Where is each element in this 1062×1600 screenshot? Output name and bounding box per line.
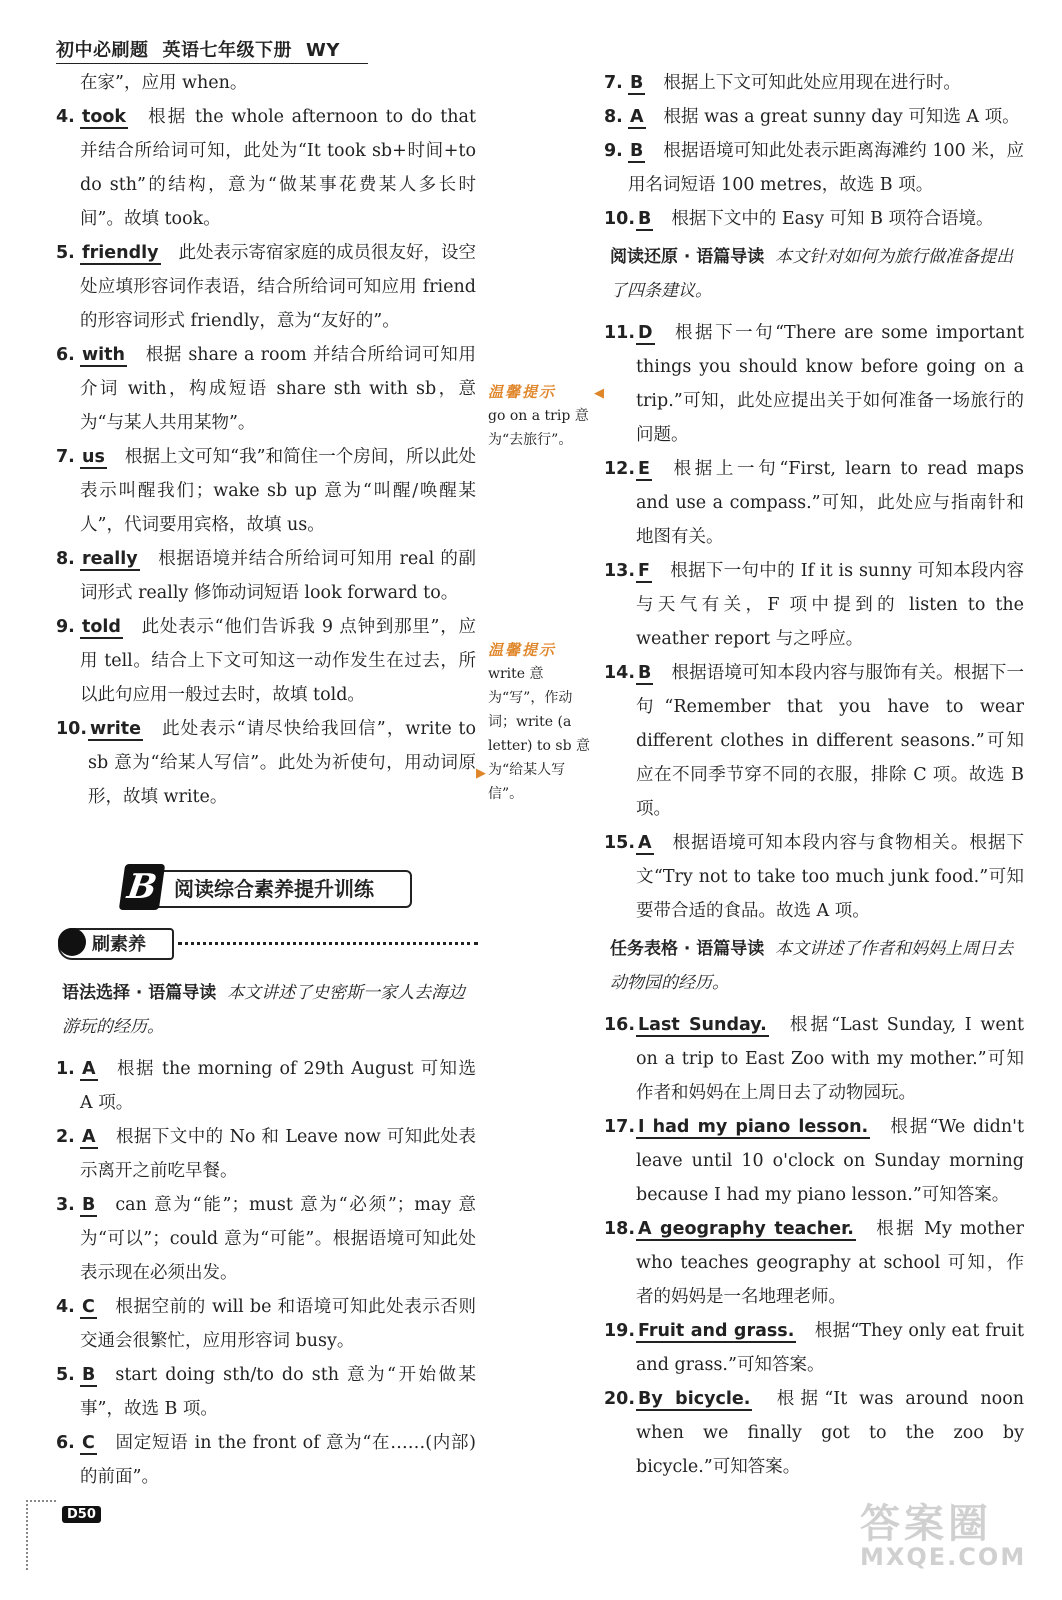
arrow-icon: ◀ xyxy=(594,386,604,401)
right-column xyxy=(604,66,1024,1484)
section-title: 阅读综合素养提升训练 xyxy=(174,877,374,901)
answer-list-3 xyxy=(604,66,1024,236)
section-banner xyxy=(124,867,412,908)
answer: B xyxy=(630,73,644,93)
list-item: 3. B can 意为“能”；must 意为“必须”；may 意为“可以”；could 意为“可能”。根据语境可知此处表示现在必须出发。 xyxy=(56,1195,476,1283)
answer: B xyxy=(638,209,652,229)
tip-box-2 xyxy=(488,638,596,806)
list-item: 8. A 根据 was a great sunny day 可知选 A 项。 xyxy=(604,107,1020,127)
dotted-divider xyxy=(178,942,478,945)
arrow-icon: ▶ xyxy=(476,766,486,781)
page-number: D50 xyxy=(62,1506,101,1523)
list-item: 11. D 根据下一句“There are some important things you should know before going on a trip.”可知，此处应提出关于如何准备一场旅行的问题。 xyxy=(604,323,1024,445)
answer: B xyxy=(638,663,652,683)
answer: A xyxy=(630,107,644,127)
section-letter: B xyxy=(119,864,165,910)
badge-row xyxy=(58,928,478,958)
list-item: 15. A 根据语境可知本段内容与食物相关。根据下文“Try not to take too much junk food.”可知要带合适的食品。故选 A 项。 xyxy=(604,833,1024,921)
list-item: 18. A geography teacher. 根据 My mother who teaches geography at school 可知，作者的妈妈是一名地理老师。 xyxy=(604,1219,1024,1307)
left-column-lower xyxy=(56,972,476,1494)
list-item: 12. E 根据上一句“First, learn to read maps and use a compass.”可知，此处应与指南针和地图有关。 xyxy=(604,459,1024,547)
list-item: 1. A 根据 the morning of 29th August 可知选 A 项。 xyxy=(56,1059,476,1113)
book-title: 初中必刷题 xyxy=(56,40,149,61)
answer: with xyxy=(82,345,125,365)
answer: F xyxy=(638,561,650,581)
edition: WY xyxy=(306,40,340,61)
answer-list-2 xyxy=(56,1052,476,1494)
answer: By bicycle. xyxy=(638,1389,751,1409)
answer: told xyxy=(82,617,121,637)
answer: B xyxy=(630,141,644,161)
answer-list-4 xyxy=(604,316,1024,928)
answer: Last Sunday. xyxy=(638,1015,767,1035)
list-item: 4. took 根据 the whole afternoon to do that 并结合所给词可知，此处为“It took sb+时间+to do sth”的结构，意为“做某事花费某人多长时间”。故填 took。 xyxy=(56,107,476,229)
list-item: 4. C 根据空前的 will be 和语境可知此处表示否则交通会很繁忙，应用形容词 busy。 xyxy=(56,1297,476,1351)
list-item: 17. I had my piano lesson. 根据“We didn't leave until 10 o'clock on Sunday morning because I had my piano lesson.”可知答案。 xyxy=(604,1117,1025,1205)
answer: E xyxy=(638,459,650,479)
list-item: 6. C 固定短语 in the front of 意为“在……(内部)的前面”。 xyxy=(56,1433,476,1487)
answer: B xyxy=(82,1365,96,1385)
list-item: 16. Last Sunday. 根据“Last Sunday, I went on a trip to East Zoo with my mother.”可知作者和妈妈在上周日去了动物园玩。 xyxy=(604,1015,1025,1103)
list-item: 20. By bicycle. 根据“It was around noon when we finally got to the zoo by bicycle.”可知答案。 xyxy=(604,1389,1024,1477)
answer: really xyxy=(82,549,138,569)
list-item: 19. Fruit and grass. 根据“They only eat fruit and grass.”可知答案。 xyxy=(604,1321,1024,1375)
list-item: 9. B 根据语境可知此处表示距离海滩约 100 米，应用名词短语 100 metres，故选 B 项。 xyxy=(604,141,1024,195)
corner-decoration xyxy=(26,1500,28,1570)
passage-guide: 任务表格 · 语篇导读 本文讲述了作者和妈妈上周日去动物园的经历。 xyxy=(610,939,1014,993)
list-item: 9. told 此处表示“他们告诉我 9 点钟到那里”，应用 tell。结合上下文可知这一动作发生在过去，所以此句应用一般过去时，故填 told。 xyxy=(56,617,476,705)
answer: took xyxy=(82,107,127,127)
answer: A xyxy=(82,1059,96,1079)
answer: D xyxy=(638,323,653,343)
continued-text: 在家”，应用 when。 xyxy=(80,73,248,93)
answer: us xyxy=(82,447,105,467)
list-item: 13. F 根据下一句中的 If it is sunny 可知本段内容与天气有关，F 项中提到的 listen to the weather report 与之呼应。 xyxy=(604,561,1024,649)
passage-guide: 语法选择 · 语篇导读 本文讲述了史密斯一家人去海边游玩的经历。 xyxy=(62,983,466,1037)
answer-list-5 xyxy=(604,1008,1024,1484)
answer: A xyxy=(638,833,652,853)
list-item: 7. us 根据上文可知“我”和简住一个房间，所以此处表示叫醒我们；wake sb up 意为“叫醒/唤醒某人”，代词要用宾格，故填 us。 xyxy=(56,447,476,535)
answer: write xyxy=(90,719,142,739)
answer: C xyxy=(82,1433,95,1453)
tip-text: write 意为“写”，作动词；write (a letter) to sb 意为“给某人写信”。 xyxy=(488,666,591,802)
badge-label: 刷素养 xyxy=(92,934,146,955)
list-item: 5. B start doing sth/to do sth 意为“开始做某事”，故选 B 项。 xyxy=(56,1365,476,1419)
header-rule xyxy=(56,63,368,64)
list-item: 5. friendly 此处表示寄宿家庭的成员很友好，设空处应填形容词作表语，结合所给词可知应用 friend 的形容词形式 friendly，意为“友好的”。 xyxy=(56,243,477,331)
tip-title: 温馨提示 xyxy=(488,641,557,659)
page-header xyxy=(56,36,340,62)
list-item: 2. A 根据下文中的 No 和 Leave now 可知此处表示离开之前吃早餐。 xyxy=(56,1127,476,1181)
tip-title: 温馨提示 xyxy=(488,383,557,401)
list-item: 10. B 根据下文中的 Easy 可知 B 项符合语境。 xyxy=(604,209,994,229)
passage-guide: 阅读还原 · 语篇导读 本文针对如何为旅行做准备提出了四条建议。 xyxy=(610,247,1014,301)
brush-icon xyxy=(58,928,86,956)
answer: I had my piano lesson. xyxy=(638,1117,869,1137)
list-item: 6. with 根据 share a room 并结合所给词可知用介词 with，构成短语 share sth with sb，意为“与某人共用某物”。 xyxy=(56,345,476,433)
answer: B xyxy=(82,1195,96,1215)
answer: friendly xyxy=(82,243,159,263)
answer: A geography teacher. xyxy=(638,1219,854,1239)
list-item: 10. write 此处表示“请尽快给我回信”，write to sb 意为“给某人写信”。此处为祈使句，用动词原形，故填 write。 xyxy=(56,719,476,807)
answer: Fruit and grass. xyxy=(638,1321,795,1341)
watermark-logo: 答案圈 MXQE.COM xyxy=(860,1501,1027,1571)
list-item: 14. B 根据语境可知本段内容与服饰有关。根据下一句“Remember that you have to wear different clothes in different seasons.”可知应在不同季节穿不同的衣服，排除 C 项。故选 B 项。 xyxy=(604,663,1024,819)
answer: A xyxy=(82,1127,96,1147)
list-item: 7. B 根据上下文可知此处应用现在进行时。 xyxy=(604,73,961,93)
list-item: 8. really 根据语境并结合所给词可知用 real 的副词形式 really 修饰动词短语 look forward to。 xyxy=(56,549,476,603)
answer: C xyxy=(82,1297,95,1317)
left-column xyxy=(56,66,476,814)
tip-text: go on a trip 意为“去旅行”。 xyxy=(488,408,589,448)
corner-decoration xyxy=(26,1500,56,1502)
tip-box-1 xyxy=(488,380,598,452)
subject-title: 英语七年级下册 xyxy=(162,40,292,61)
answer-list-1 xyxy=(56,100,476,814)
